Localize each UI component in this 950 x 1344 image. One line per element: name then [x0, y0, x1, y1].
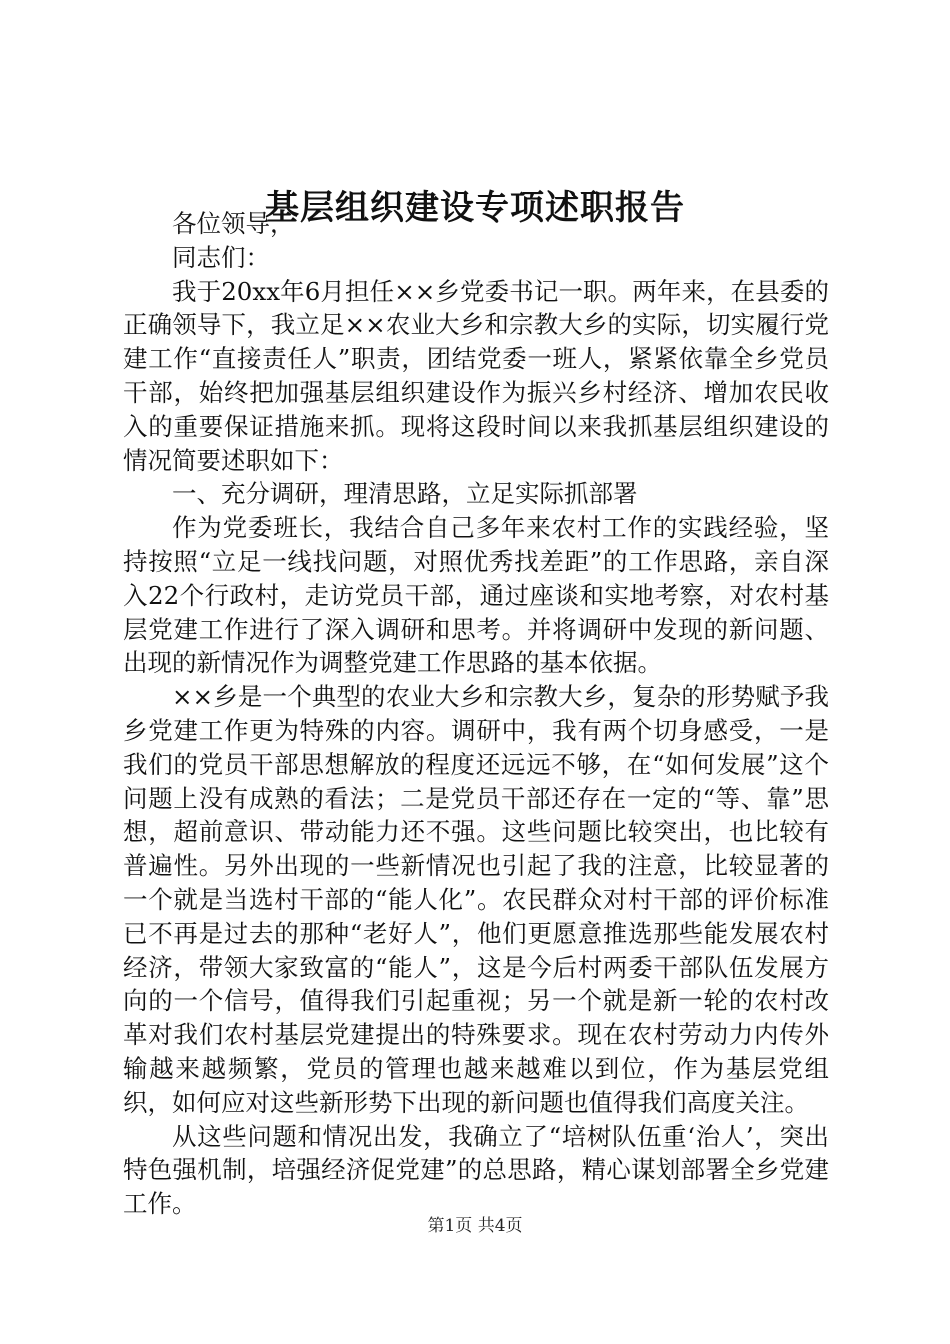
document-title: 基层组织建设专项述职报告 [265, 188, 685, 228]
section-heading-1: 一、充分调研，理清思路，立足实际抓部署 [172, 479, 638, 509]
paragraph-intro: 我于20xx年6月担任××乡党委书记一职。两年来，在县委的正确领导下，我立足××农业大乡和宗教大乡的实际，切实履行党建工作“直接责任人”职责，团结党委一班人，紧紧依靠全乡党员干部，始终把加强基层组织建设作为振兴乡村经济、增加农民收入的重要保证措施来抓。现将这段时间以来我抓基层组织建设的情况简要述职如下： [123, 276, 829, 475]
paragraph-situation: ××乡是一个典型的农业大乡和宗教大乡，复杂的形势赋予我乡党建工作更为特殊的内容。调研中，我有两个切身感受，一是我们的党员干部思想解放的程度还远远不够，在“如何发展”这个问题上没有成熟的看法；二是党员干部还存在一定的“等、靠”思想，超前意识、带动能力还不强。这些问题比较突出，也比较有普遍性。另外出现的一些新情况也引起了我的注意，比较显著的一个就是当选村干部的“能人化”。农民群众对村干部的评价标准已不再是过去的那种“老好人”，他们更愿意推选那些能发展农村经济，带领大家致富的“能人”，这是今后村两委干部队伍发展方向的一个信号，值得我们引起重视；另一个就是新一轮的农村改革对我们农村基层党建提出的特殊要求。现在农村劳动力内传外输越来越频繁，党员的管理也越来越难以到位，作为基层党组织，如何应对这些新形势下出现的新问题也值得我们高度关注。 [123, 682, 829, 1117]
salutation-comrades: 同志们： [172, 242, 270, 272]
page-number-footer: 第1页 共4页 [427, 1216, 523, 1236]
paragraph-research: 作为党委班长，我结合自己多年来农村工作的实践经验，坚持按照“立足一线找问题，对照优秀找差距”的工作思路，亲自深入22个行政村，走访党员干部，通过座谈和实地考察，对农村基层党建工作进行了深入调研和思考。并将调研中发现的新问题、出现的新情况作为调整党建工作思路的基本依据。 [123, 513, 829, 678]
document-body [123, 207, 829, 1221]
paragraph-approach: 从这些问题和情况出发，我确立了“培树队伍重‘治人’，突出特色强机制，培强经济促党建”的总思路，精心谋划部署全乡党建工作。 [123, 1121, 829, 1219]
salutation-leaders: 各位领导， [172, 209, 295, 238]
